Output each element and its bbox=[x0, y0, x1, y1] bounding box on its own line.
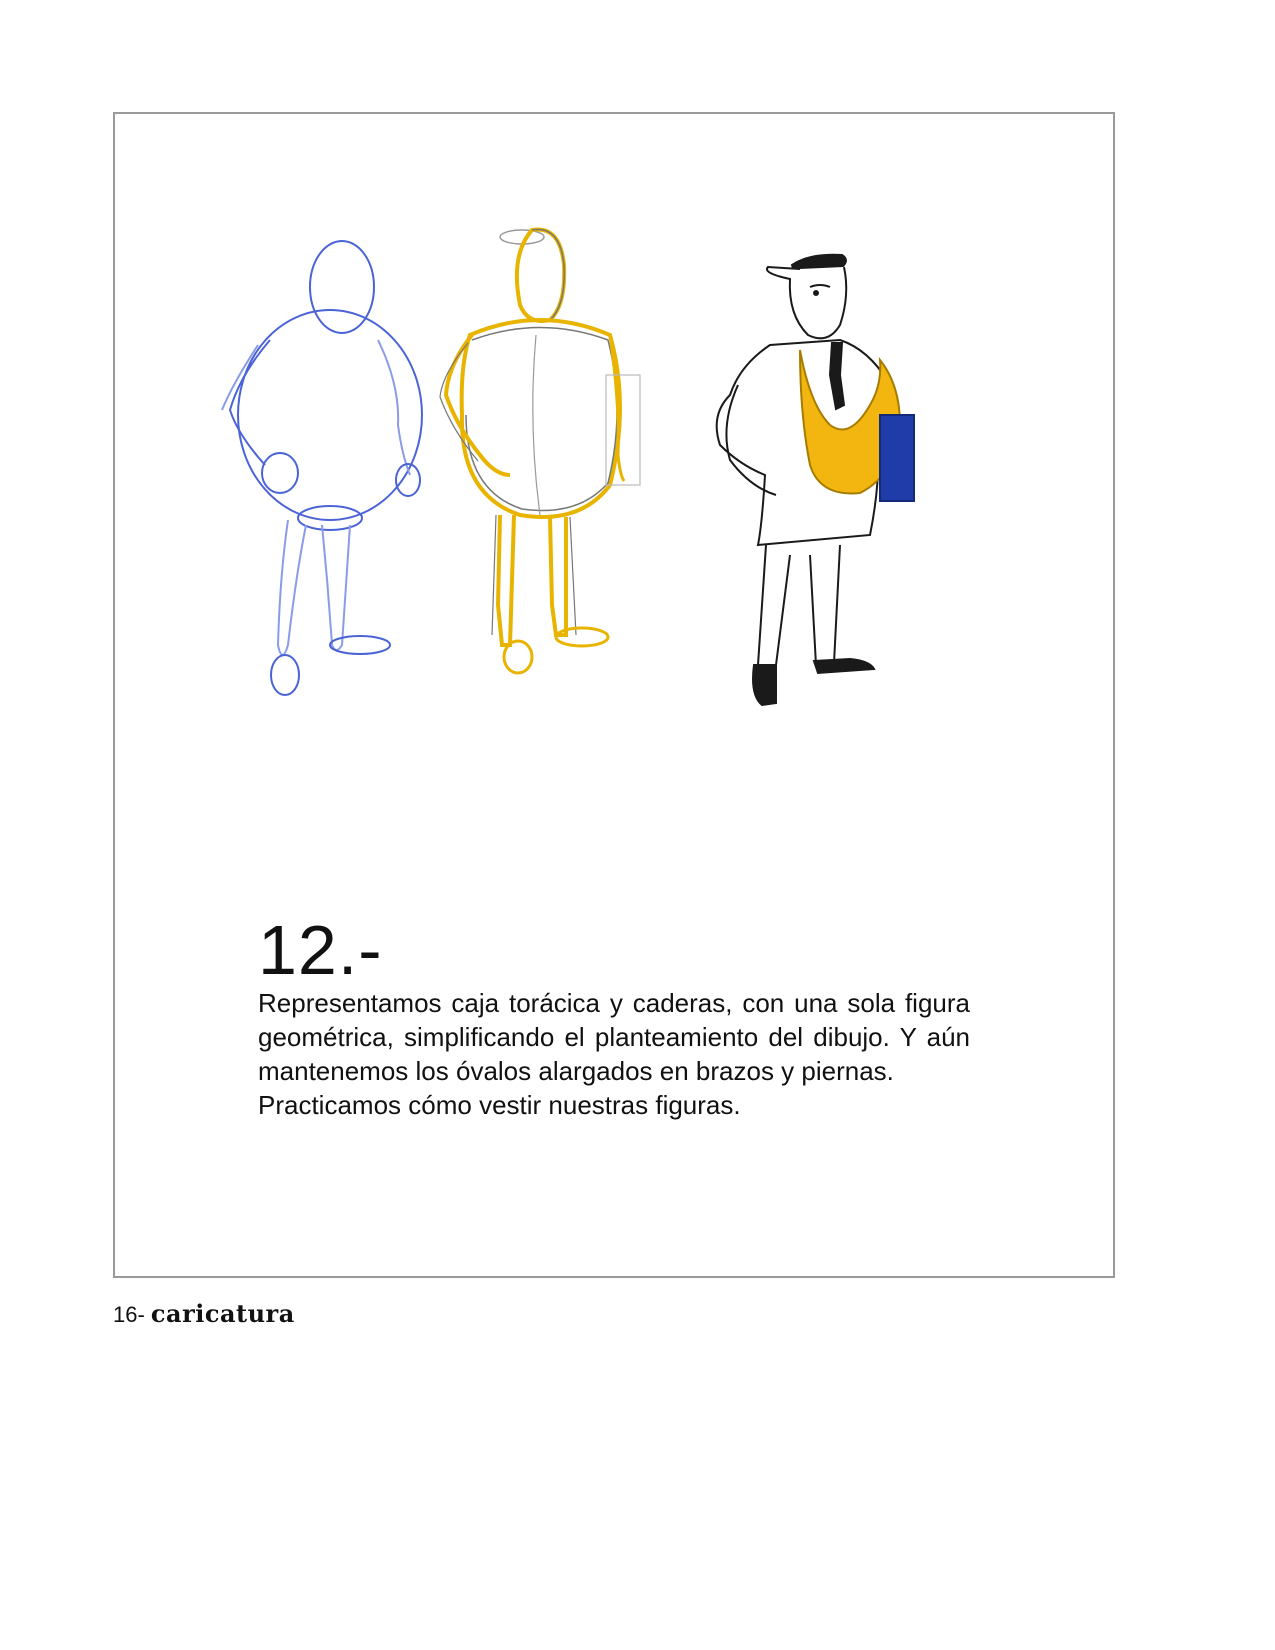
finished-character-figure bbox=[717, 255, 914, 705]
torso-oval bbox=[238, 310, 422, 520]
figure-construction-illustration bbox=[210, 225, 970, 745]
folder bbox=[880, 415, 914, 501]
head bbox=[517, 229, 564, 321]
left-arm bbox=[446, 335, 510, 475]
head bbox=[767, 267, 846, 338]
torso bbox=[462, 320, 620, 517]
right-arm bbox=[378, 340, 410, 475]
step-description bbox=[258, 986, 970, 1122]
right-foot bbox=[330, 636, 390, 654]
legs bbox=[758, 545, 840, 665]
foot-left bbox=[504, 641, 532, 673]
head-oval bbox=[310, 241, 374, 333]
blue-construction-figure bbox=[222, 241, 422, 695]
step-number: 12.- bbox=[258, 911, 383, 989]
yellow-construction-figure bbox=[440, 229, 640, 673]
book-title: caricatura bbox=[150, 1299, 295, 1328]
left-leg bbox=[278, 520, 306, 655]
shoe-right bbox=[814, 659, 874, 673]
shoe-left bbox=[753, 665, 776, 705]
description-paragraph-closing: Practicamos cómo vestir nuestras figuras. bbox=[258, 1090, 741, 1120]
page-footer bbox=[113, 1300, 295, 1329]
legs bbox=[498, 515, 566, 645]
description-paragraph: Representamos caja torácica y caderas, con una sola figura geométrica, simplificando el planteamiento del dibujo. Y aún mantenemos los óvalos alargados en brazos y piernas. bbox=[258, 988, 970, 1086]
left-foot bbox=[271, 655, 299, 695]
left-hand bbox=[262, 453, 298, 493]
hip-oval bbox=[298, 506, 362, 530]
page-number: 16- bbox=[113, 1302, 145, 1327]
